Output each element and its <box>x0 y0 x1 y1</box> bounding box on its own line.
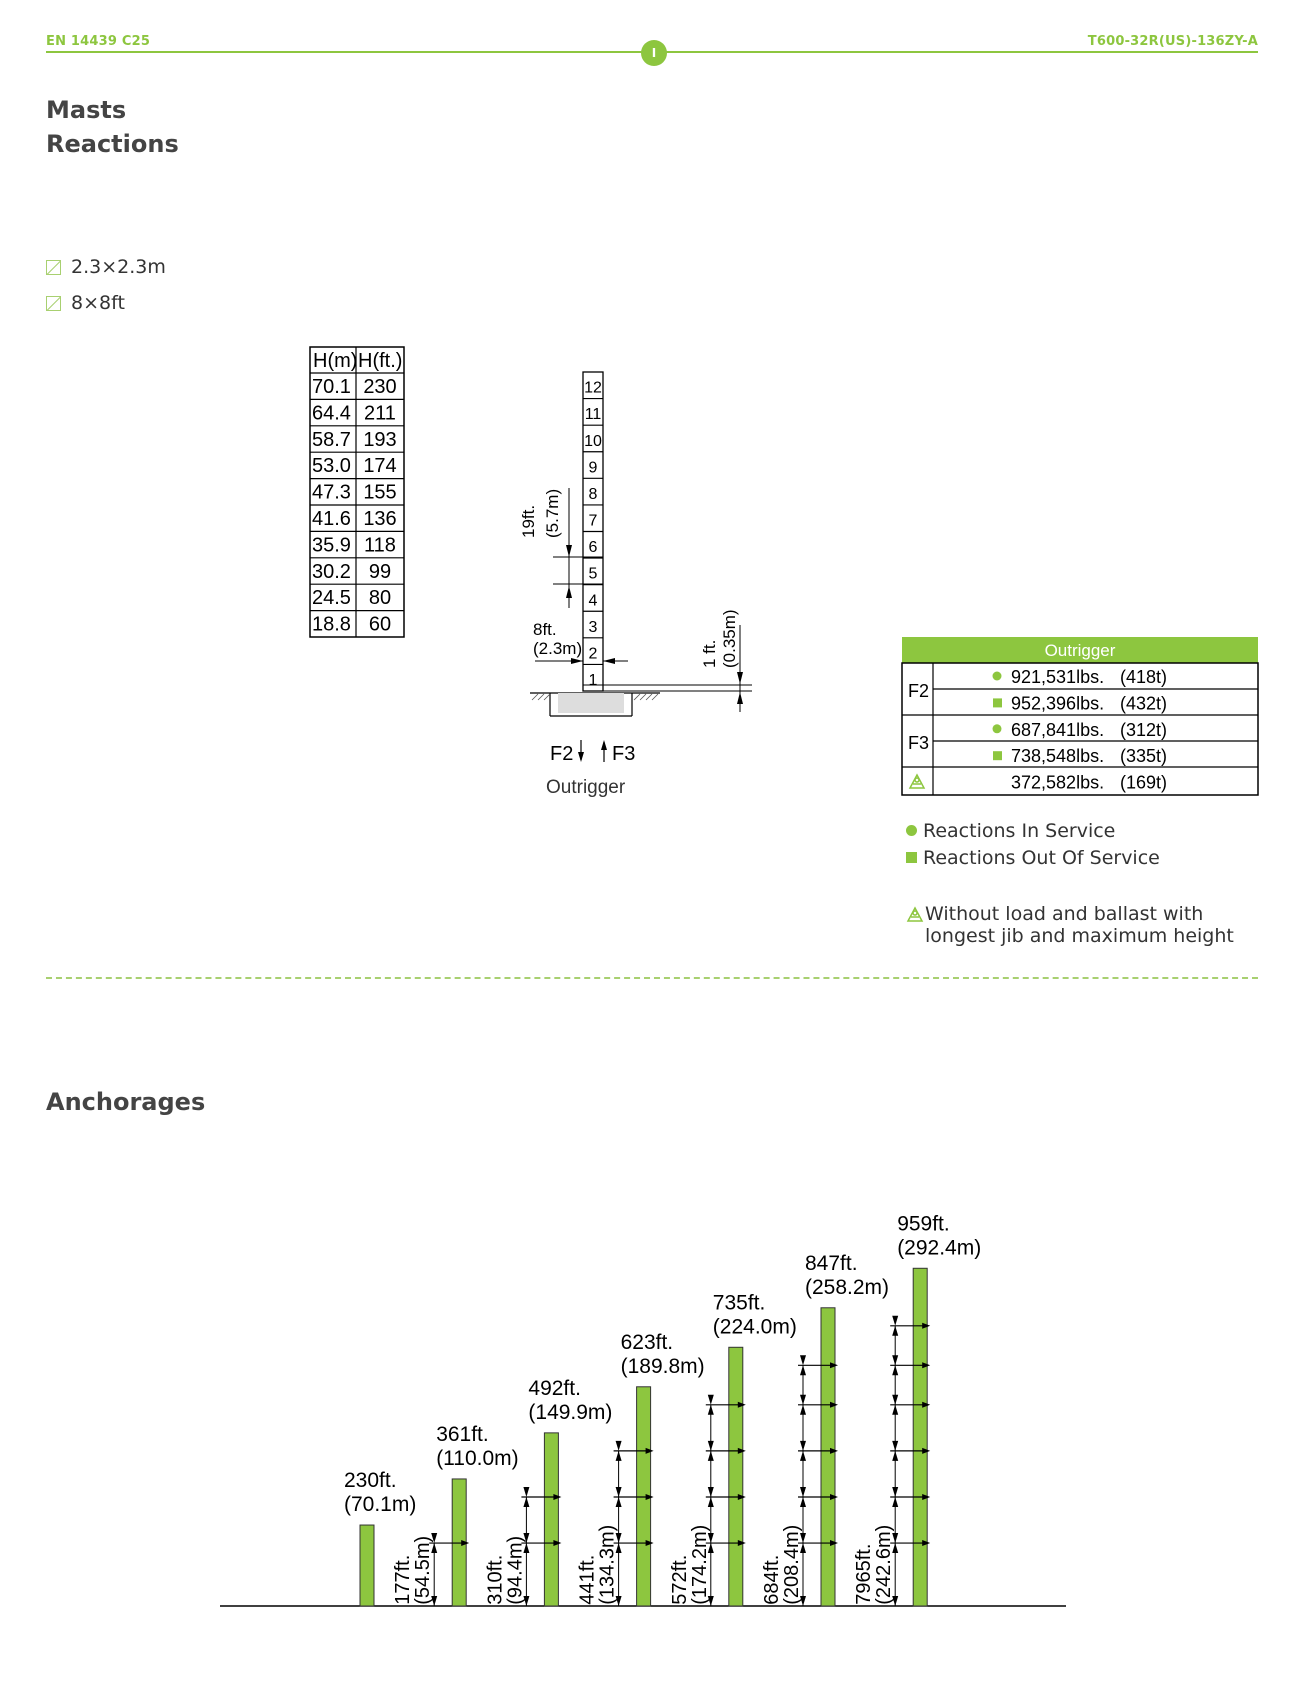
mast-bar <box>913 1268 927 1606</box>
mast-section-number: 1 <box>588 672 598 689</box>
first-anchor-ft: 684ft. <box>761 1554 783 1605</box>
first-anchor-m: (54.5m) <box>412 1535 435 1605</box>
mast-top-m: (292.4m) <box>897 1236 982 1260</box>
first-anchor-m: (242.6m) <box>873 1524 896 1605</box>
anchorages-title: Anchorages <box>46 1088 206 1116</box>
mast-bar <box>544 1433 558 1606</box>
table-cell-m: 58.7 <box>312 428 351 451</box>
mast-top-ft: 492ft. <box>528 1376 581 1400</box>
first-anchor-m: (208.4m) <box>781 1524 803 1605</box>
table-cell-ft: 174 <box>363 455 397 478</box>
mast-bar <box>729 1347 743 1606</box>
table-cell-ft: 136 <box>363 508 397 530</box>
dim-offset-ft: 1 ft. <box>700 639 719 668</box>
mast-top-ft: 361ft. <box>436 1422 489 1446</box>
crane-icon <box>906 905 924 923</box>
table-cell-ft: 99 <box>368 560 392 583</box>
dot-icon <box>906 825 917 836</box>
height-table-header-m: H(m) <box>313 350 358 372</box>
table-cell-ft: 193 <box>363 428 397 451</box>
mast-section-number: 3 <box>588 618 598 636</box>
mast-section-number: 6 <box>588 539 598 557</box>
mast-section-number: 4 <box>588 592 598 610</box>
square-icon <box>993 751 1002 760</box>
mast-section-number: 11 <box>584 406 602 424</box>
mast-bar <box>360 1525 374 1606</box>
reaction-tonnes: (312t) <box>1120 719 1168 740</box>
first-anchor-m: (174.2m) <box>688 1524 711 1605</box>
table-cell-ft: 60 <box>368 613 392 636</box>
table-cell-m: 53.0 <box>312 455 351 478</box>
table-cell-m: 24.5 <box>312 587 351 610</box>
mast-top-m: (70.1m) <box>344 1493 417 1517</box>
mast-section-number: 9 <box>588 459 598 477</box>
mast-section-number: 5 <box>588 565 598 583</box>
dim-offset-m: (0.35m) <box>720 609 739 668</box>
mast-section-number: 7 <box>588 512 598 530</box>
f2-label: F2 <box>550 743 574 765</box>
mast-size-imperial-label: 8×8ft <box>71 292 125 314</box>
table-cell-m: 64.4 <box>312 402 351 425</box>
dim-width-ft: 8ft. <box>533 620 557 639</box>
mast-section-number: 2 <box>588 645 598 663</box>
mast-top-m: (149.9m) <box>528 1400 613 1424</box>
mast-diagram <box>530 372 752 762</box>
model-code: T600-32R(US)-136ZY-A <box>1087 34 1258 49</box>
reaction-lbs: 952,396lbs. <box>1011 693 1105 714</box>
mast-top-m: (258.2m) <box>805 1275 890 1299</box>
mast-diagram-labels <box>519 380 739 765</box>
note-text: Without load and ballast with longest jib and maximum height <box>925 903 1234 947</box>
table-cell-ft: 155 <box>363 481 397 504</box>
group-f2: F2 <box>908 681 930 701</box>
note-without-load <box>906 903 1266 947</box>
reaction-lbs: 687,841lbs. <box>1011 719 1105 740</box>
first-anchor-ft: 441ft. <box>576 1554 599 1605</box>
table-cell-m: 47.3 <box>312 481 351 504</box>
mast-top-m: (110.0m) <box>436 1446 519 1470</box>
mast-section-number: 12 <box>584 379 602 397</box>
mast-section-number: 10 <box>584 432 602 450</box>
key-out-of-service-label: Reactions Out Of Service <box>923 847 1160 869</box>
f3-label: F3 <box>612 743 636 765</box>
outrigger-table-header: Outrigger <box>1044 641 1116 660</box>
first-anchor-m: (134.3m) <box>596 1524 619 1605</box>
anchorage-diagram <box>344 1212 981 1606</box>
mast-top-ft: 847ft. <box>805 1251 858 1275</box>
key-in-service <box>906 820 1115 842</box>
square-icon <box>993 698 1002 707</box>
reaction-tonnes: (169t) <box>1120 772 1168 793</box>
table-cell-m: 35.9 <box>312 534 351 557</box>
key-out-of-service <box>906 847 1160 869</box>
reaction-tonnes: (432t) <box>1120 693 1168 714</box>
first-anchor-ft: 7965ft. <box>853 1543 876 1605</box>
key-in-service-label: Reactions In Service <box>923 820 1116 842</box>
dim-width-m: (2.3m) <box>533 639 583 658</box>
dim-section-m: (5.7m) <box>543 488 562 538</box>
page-badge: I <box>641 40 667 66</box>
reactions-title: Reactions <box>46 130 179 158</box>
document-code: EN 14439 C25 <box>46 34 151 49</box>
mast-top-ft: 230ft. <box>344 1469 397 1493</box>
dot-icon <box>993 724 1002 733</box>
mast-top-m: (224.0m) <box>712 1315 797 1339</box>
reaction-lbs: 921,531lbs. <box>1011 667 1105 687</box>
square-icon <box>906 852 917 863</box>
first-anchor-ft: 177ft. <box>392 1554 415 1605</box>
table-cell-m: 30.2 <box>312 560 351 583</box>
first-anchor-ft: 572ft. <box>668 1554 691 1605</box>
mast-section-number: 8 <box>588 485 598 503</box>
table-cell-m: 70.1 <box>312 376 351 398</box>
first-anchor-m: (94.4m) <box>504 1535 527 1605</box>
reaction-lbs: 372,582lbs. <box>1011 772 1105 793</box>
reaction-tonnes: (335t) <box>1120 746 1168 767</box>
crane-icon <box>910 775 924 788</box>
table-cell-m: 18.8 <box>312 613 351 636</box>
table-cell-ft: 211 <box>364 402 396 425</box>
dim-section-ft: 19ft. <box>519 504 538 538</box>
reaction-tonnes: (418t) <box>1120 667 1168 687</box>
table-cell-ft: 118 <box>364 534 396 557</box>
section-divider <box>46 977 1258 979</box>
table-cell-ft: 230 <box>363 376 397 398</box>
mast-size-metric-label: 2.3×2.3m <box>71 256 166 278</box>
table-cell-ft: 80 <box>368 587 392 610</box>
masts-title: Masts <box>46 96 127 124</box>
height-table <box>310 347 404 637</box>
table-cell-m: 41.6 <box>312 508 351 530</box>
mast-top-ft: 959ft. <box>897 1212 950 1236</box>
first-anchor-ft: 310ft. <box>484 1554 507 1605</box>
outrigger-caption: Outrigger <box>546 777 626 798</box>
group-f3: F3 <box>908 733 930 753</box>
mast-bar <box>821 1308 835 1606</box>
outrigger-table <box>902 637 1258 795</box>
mast-top-m: (189.8m) <box>620 1354 705 1378</box>
mast-top-ft: 735ft. <box>712 1291 766 1315</box>
height-table-header-ft: H(ft.) <box>358 350 403 372</box>
reaction-lbs: 738,548lbs. <box>1011 746 1105 767</box>
dot-icon <box>993 672 1002 681</box>
mast-top-ft: 623ft. <box>620 1330 674 1354</box>
